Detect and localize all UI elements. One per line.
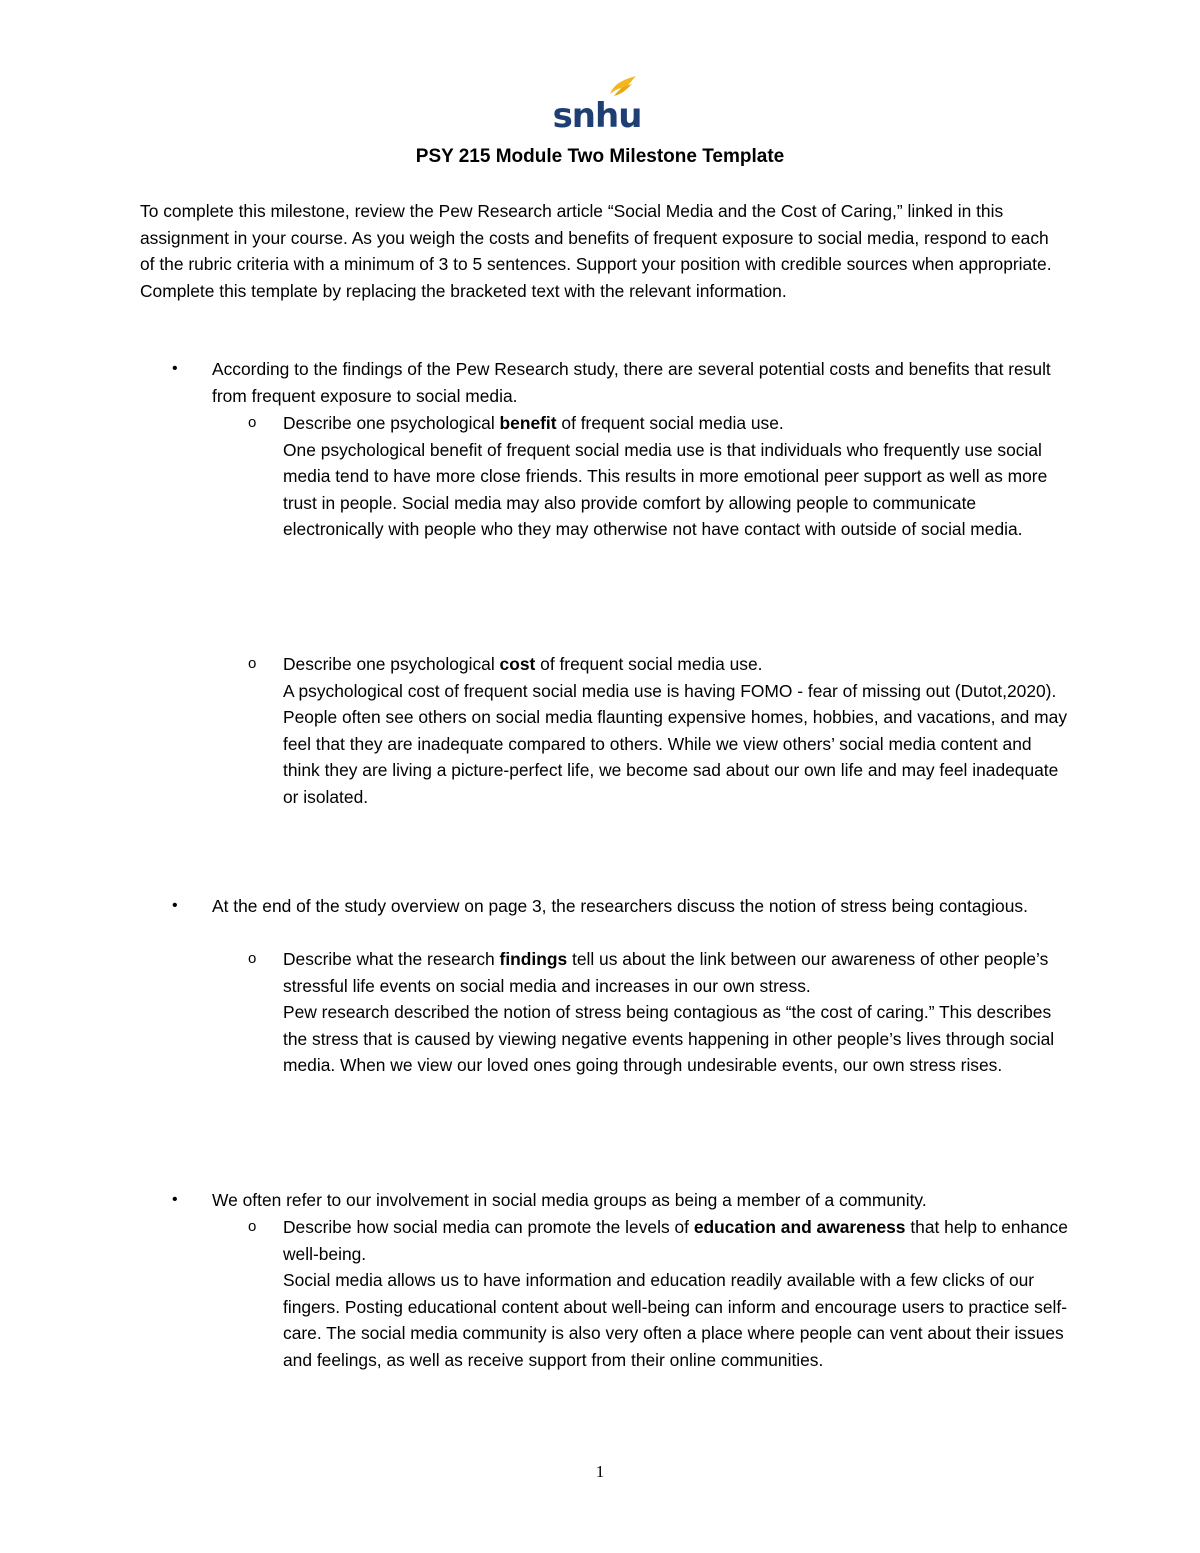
sub-bullet-icon: o [248,655,257,672]
answer-text: A psychological cost of frequent social media use is having FOMO - fear of missing out (Dutot,2020). People often see others on social media flaunting expensive homes, hobbies, and vacations, and may feel that they are inadequate compared to others. While we view others’ social media content and think they are living a picture-perfect life, we become sad about our own life and may feel inadequate or isolated. [283,680,1068,807]
bullet-text: We often refer to our involvement in social media groups as being a member of a community. [212,1190,927,1210]
prompt-emphasis: education and awareness [693,1217,906,1237]
bullet-icon: • [172,360,178,377]
bullet-icon: • [172,897,178,914]
snhu-logo [552,72,642,132]
sub-bullet-icon: o [248,1218,257,1235]
intro-paragraph: To complete this milestone, review the Pew Research article “Social Media and the Cost of Caring,” linked in this assignment in your course. As you weigh the costs and benefits of frequent exposure to social media, respond to each of the rubric criteria with a minimum of 3 to 5 sentences. Support your position with credible sources when appropriate. Complete this template by replacing the bracketed text with the relevant information. [140,201,1052,301]
prompt-text: Describe one psychological benefit of frequent social media use. [283,413,784,433]
bullet-icon: • [172,1191,178,1208]
sub-bullet-icon: o [248,950,257,967]
prompt-text: Describe one psychological cost of frequent social media use. [283,654,763,674]
page-number: 1 [595,1462,605,1481]
answer-text: Pew research described the notion of stress being contagious as “the cost of caring.” This describes the stress that is caused by viewing negative events happening in other people’s lives through social media. When we view our loved ones going through undesirable events, our own stress rises. [283,1002,1055,1076]
prompt-text: Describe how social media can promote the levels of education and awareness that help to enhance well-being. [283,1217,1068,1264]
bullet-text: At the end of the study overview on page 3, the researchers discuss the notion of stress being contagious. [212,896,1028,916]
sub-bullet-icon: o [248,414,257,431]
answer-text: Social media allows us to have information and education readily available with a few clicks of our fingers. Posting educational content about well-being can inform and encourage users to practice self-care. The social media community is also very often a place where people can vent about their issues and feelings, as well as receive support from their online communities. [283,1270,1068,1370]
prompt-emphasis: findings [499,949,568,969]
prompt-emphasis: cost [499,654,536,674]
prompt-emphasis: benefit [499,413,557,433]
bullet-text: According to the findings of the Pew Research study, there are several potential costs and benefits that result from frequent exposure to social media. [212,359,1051,406]
logo-text: snhu [552,96,642,132]
prompt-text: Describe what the research findings tell us about the link between our awareness of other people’s stressful life events on social media and increases in our own stress. [283,949,1049,996]
answer-text: One psychological benefit of frequent social media use is that individuals who frequently use social media tend to have more close friends. This results in more emotional peer support as well as more trust in people. Social media may also provide comfort by allowing people to communicate electronically with people who they may otherwise not have contact with outside of social media. [283,439,1048,540]
page-title: PSY 215 Module Two Milestone Template [415,146,785,167]
